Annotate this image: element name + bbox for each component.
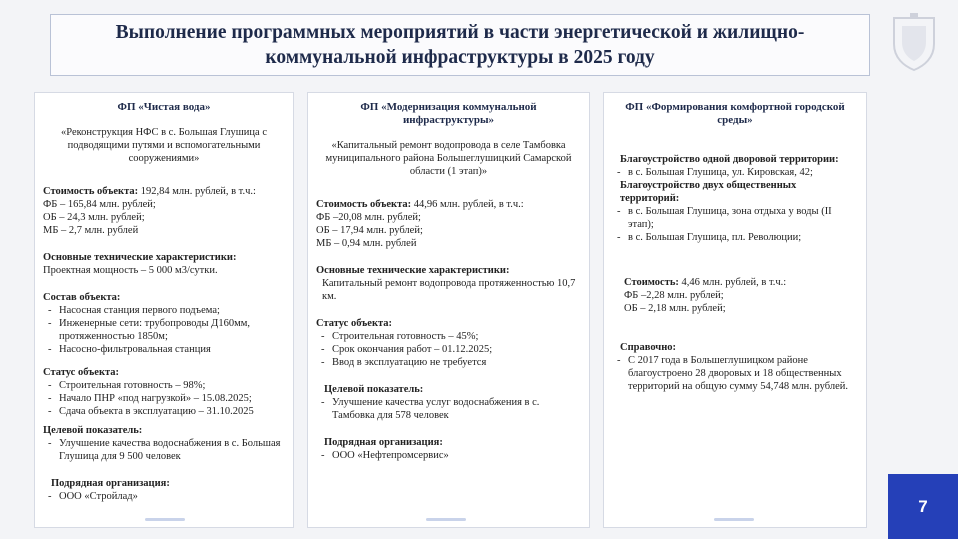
reference-label: Справочно: (620, 342, 677, 353)
coat-of-arms-icon (884, 10, 944, 72)
status-label: Статус объекта: (43, 367, 120, 378)
list-item: - в с. Большая Глушица, зона отдыха у воды (II этап); (628, 205, 858, 231)
list-item: - в с. Большая Глушица, ул. Кировская, 42; (628, 166, 858, 179)
cost-line (43, 185, 285, 198)
list-item: - Улучшение качества услуг водоснабжения в с. Тамбовка для 578 человек (332, 396, 581, 422)
decorative-bar (426, 518, 466, 521)
list-item: - ООО «Стройлад» (59, 490, 285, 503)
cost-label: Стоимость объекта: (316, 199, 412, 210)
project-name: «Реконструкция НФС в с. Большая Глушица с подводящими путями и вспомогательными сооружениями» (61, 127, 267, 164)
target-label: Целевой показатель: (43, 425, 143, 436)
yard-label: Благоустройство одной дворовой территории: (620, 154, 839, 165)
list-item: - Начало ПНР «под нагрузкой» – 15.08.2025; (59, 392, 285, 405)
column-heading: ФП «Чистая вода» (117, 101, 211, 113)
cost-fb: ФБ –20,08 млн. рублей; (316, 212, 421, 223)
column-urban-environment (603, 92, 867, 528)
list-item: - Срок окончания работ – 01.12.2025; (332, 343, 581, 356)
status-list (316, 330, 581, 369)
cost-mb: МБ – 0,94 млн. рублей (316, 238, 417, 249)
cost-line (612, 276, 858, 289)
cost-fb: ФБ – 165,84 млн. рублей; (43, 199, 156, 210)
public-list (612, 205, 858, 244)
list-item: - Инженерные сети: трубопроводы Д160мм, протяженностью 1850м; (59, 317, 285, 343)
decorative-bar (145, 518, 185, 521)
column-heading: ФП «Модернизация коммунальной инфраструктуры» (360, 101, 537, 126)
cost-value: 192,84 млн. рублей, в т.ч.: (138, 186, 256, 197)
status-list (43, 379, 285, 418)
cost-label: Стоимость объекта: (43, 186, 139, 197)
cost-ob: ОБ – 17,94 млн. рублей; (316, 225, 423, 236)
column-heading: ФП «Формирования комфортной городской среды» (625, 101, 845, 126)
cost-value: 44,96 млн. рублей, в т.ч.: (411, 199, 524, 210)
list-item: - Строительная готовность – 45%; (332, 330, 581, 343)
target-list (43, 437, 285, 463)
project-name: «Капитальный ремонт водопровода в селе Тамбовка муниципального района Большеглушицкий Самарской области (1 этап)» (325, 140, 572, 177)
cost-ob: ОБ – 2,18 млн. рублей; (624, 303, 726, 314)
composition-list (43, 304, 285, 356)
contractor-list (43, 490, 285, 503)
list-item: - С 2017 года в Большеглушицком районе благоустроено 28 дворовых и 18 общественных территорий на общую сумму 54,748 млн. рублей. (628, 354, 858, 393)
cost-line (316, 198, 581, 211)
yard-list (612, 166, 858, 179)
page-number: 7 (888, 474, 958, 539)
target-list (316, 396, 581, 422)
title-box (50, 14, 870, 76)
cost-fb: ФБ –2,28 млн. рублей; (624, 290, 724, 301)
tech-value: Проектная мощность – 5 000 м3/сутки. (43, 265, 218, 276)
list-item: - Сдача объекта в эксплуатацию – 31.10.2025 (59, 405, 285, 418)
cost-label: Стоимость: (624, 277, 679, 288)
decorative-bar (714, 518, 754, 521)
tech-label: Основные технические характеристики: (316, 265, 510, 276)
list-item: - ООО «Нефтепромсервис» (332, 449, 581, 462)
reference-list (612, 354, 858, 393)
cost-value: 4,46 млн. рублей, в т.ч.: (678, 277, 787, 288)
contractor-label: Подрядная организация: (51, 478, 170, 489)
cost-mb: МБ – 2,7 млн. рублей (43, 225, 139, 236)
public-label: Благоустройство двух общественных территорий: (620, 180, 797, 204)
page-title: Выполнение программных мероприятий в части энергетической и жилищно-коммунальной инфраструктуры в 2025 году (115, 22, 805, 68)
list-item: - в с. Большая Глушица, пл. Революции; (628, 231, 858, 244)
status-label: Статус объекта: (316, 318, 393, 329)
tech-value: Капитальный ремонт водопровода протяженностью 10,7 км. (322, 278, 576, 302)
column-clean-water (34, 92, 294, 528)
list-item: - Насосная станция первого подъема; (59, 304, 285, 317)
target-label: Целевой показатель: (324, 384, 424, 395)
cost-ob: ОБ – 24,3 млн. рублей; (43, 212, 145, 223)
composition-label: Состав объекта: (43, 292, 121, 303)
list-item: - Ввод в эксплуатацию не требуется (332, 356, 581, 369)
column-utilities-modernization (307, 92, 590, 528)
list-item: - Строительная готовность – 98%; (59, 379, 285, 392)
contractor-list (316, 449, 581, 462)
list-item: - Улучшение качества водоснабжения в с. Большая Глушица для 9 500 человек (59, 437, 285, 463)
list-item: - Насосно-фильтровальная станция (59, 343, 285, 356)
contractor-label: Подрядная организация: (324, 437, 443, 448)
tech-label: Основные технические характеристики: (43, 252, 237, 263)
